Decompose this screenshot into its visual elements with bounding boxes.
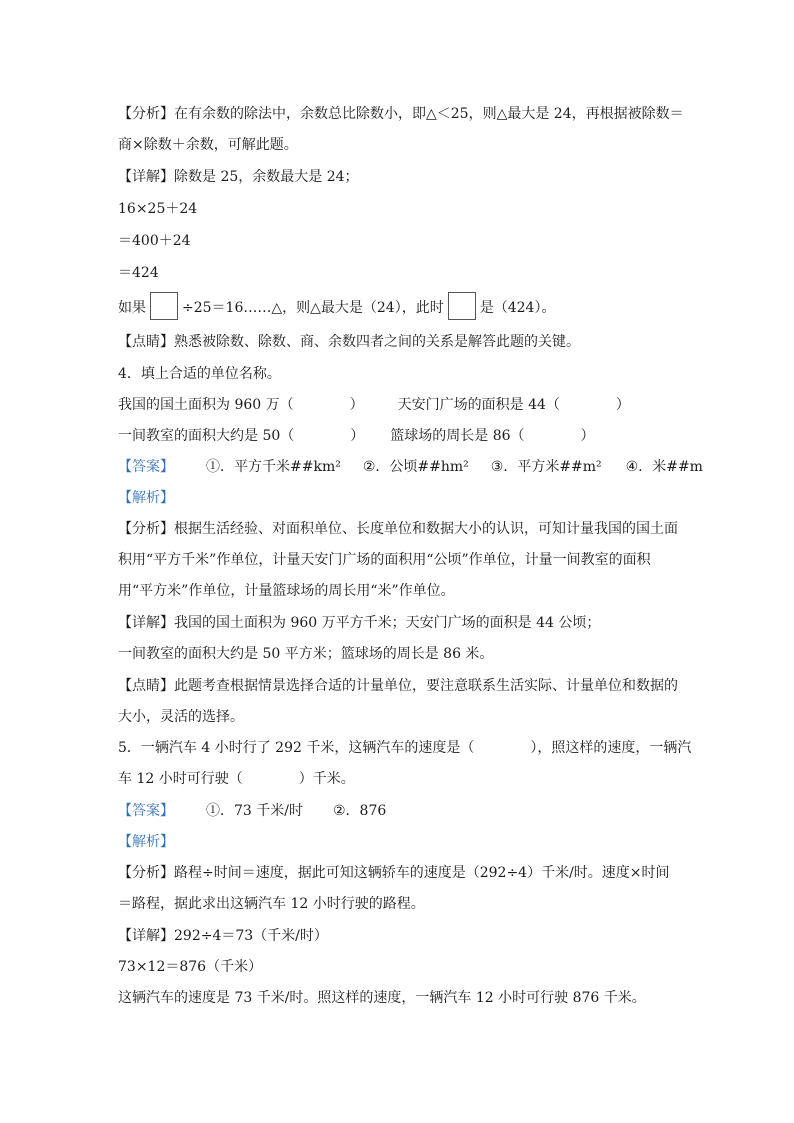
- comment-text: 此题考查根据情景选择合适的计量单位，要注意联系生活实际、计量单位和数据的: [174, 678, 678, 694]
- question-item: 一间教室的面积大约是 50（ ）: [118, 428, 365, 444]
- calc-line: ＝424: [118, 265, 159, 281]
- answer-sentence: [118, 294, 555, 322]
- analysis-tag: 【分析】: [118, 865, 174, 881]
- answer-part: 如果: [118, 300, 146, 316]
- answer-item: ①．平方千米##km²: [206, 459, 341, 475]
- comment-text-continued: 大小，灵活的选择。: [118, 709, 244, 725]
- answer-item: ②．876: [332, 803, 387, 819]
- comment-tag: 【点睛】: [118, 678, 174, 694]
- answer-item: ④．米##m: [625, 459, 703, 475]
- detail-text-continued: 73×12＝876（千米）: [118, 959, 263, 975]
- detail-tag: 【详解】: [118, 615, 174, 631]
- analysis-paragraph: [118, 863, 670, 883]
- analysis-paragraph: [118, 519, 678, 539]
- answer-tag: 【答案】: [118, 803, 174, 819]
- answer-part: 是（424）。: [479, 300, 556, 316]
- question-5-title-continued: 车 12 小时可行驶（ ）千米。: [118, 771, 355, 787]
- question-item: 我国的国土面积为 960 万（ ）: [118, 397, 364, 413]
- detail-paragraph: [118, 926, 328, 946]
- answer-row: [118, 801, 386, 821]
- analysis-tag: 【分析】: [118, 521, 174, 537]
- comment-paragraph: [118, 676, 678, 696]
- detail-paragraph: [118, 613, 600, 633]
- analysis-text-continued: 积用“平方千米”作单位，计量天安门广场的面积用“公顷”作单位，计量一间教室的面积: [118, 552, 651, 568]
- detail-text-continued: 这辆汽车的速度是 73 千米/时。照这样的速度，一辆汽车 12 小时可行驶 876 千米。: [118, 990, 646, 1006]
- comment-paragraph: [118, 332, 580, 352]
- blank-box: [150, 292, 178, 320]
- question-4-row: [118, 395, 630, 415]
- answer-item: ③．平方米##m²: [490, 459, 602, 475]
- detail-paragraph: [118, 167, 359, 187]
- question-item: 天安门广场的面积是 44（ ）: [397, 397, 630, 413]
- calc-line: 16×25＋24: [118, 201, 198, 217]
- answer-row: [118, 457, 703, 477]
- detail-text: 292÷4＝73（千米/时）: [174, 928, 328, 944]
- jiexi-tag: 【解析】: [118, 490, 174, 506]
- question-item: 篮球场的周长是 86（ ）: [390, 428, 595, 444]
- answer-item: ②．公顷##hm²: [362, 459, 469, 475]
- answer-part: ÷25＝16……△，则△最大是（24），此时: [182, 300, 444, 316]
- analysis-tag: 【分析】: [118, 106, 174, 122]
- question-5-title: 5．一辆汽车 4 小时行了 292 千米，这辆汽车的速度是（ ），照这样的速度，一辆汽: [118, 740, 692, 756]
- question-4-row: [118, 426, 595, 446]
- detail-text: 除数是 25，余数最大是 24；: [174, 169, 359, 185]
- analysis-text: 路程÷时间＝速度，据此可知这辆轿车的速度是（292÷4）千米/时。速度×时间: [174, 865, 670, 881]
- analysis-text-continued: 商×除数＋余数，可解此题。: [118, 137, 298, 153]
- question-4-title: 4．填上合适的单位名称。: [118, 366, 281, 382]
- detail-text: 我国的国土面积为 960 万平方千米；天安门广场的面积是 44 公顷；: [174, 615, 601, 631]
- analysis-paragraph: [118, 104, 684, 124]
- blank-box: [448, 292, 476, 320]
- answer-tag: 【答案】: [118, 459, 174, 475]
- analysis-text-continued: ＝路程，据此求出这辆汽车 12 小时行驶的路程。: [118, 896, 425, 912]
- detail-tag: 【详解】: [118, 169, 174, 185]
- detail-tag: 【详解】: [118, 928, 174, 944]
- jiexi-tag: 【解析】: [118, 834, 174, 850]
- answer-item: ①．73 千米/时: [206, 803, 303, 819]
- comment-tag: 【点睛】: [118, 334, 174, 350]
- calc-line: ＝400＋24: [118, 233, 191, 249]
- analysis-text: 根据生活经验、对面积单位、长度单位和数据大小的认识，可知计量我国的国土面: [174, 521, 678, 537]
- comment-text: 熟悉被除数、除数、商、余数四者之间的关系是解答此题的关键。: [174, 334, 580, 350]
- analysis-text-continued: 用“平方米”作单位，计量篮球场的周长用“米”作单位。: [118, 583, 455, 599]
- analysis-text: 在有余数的除法中，余数总比除数小，即△＜25，则△最大是 24，再根据被除数＝: [174, 106, 684, 122]
- detail-text-continued: 一间教室的面积大约是 50 平方米；篮球场的周长是 86 米。: [118, 646, 494, 662]
